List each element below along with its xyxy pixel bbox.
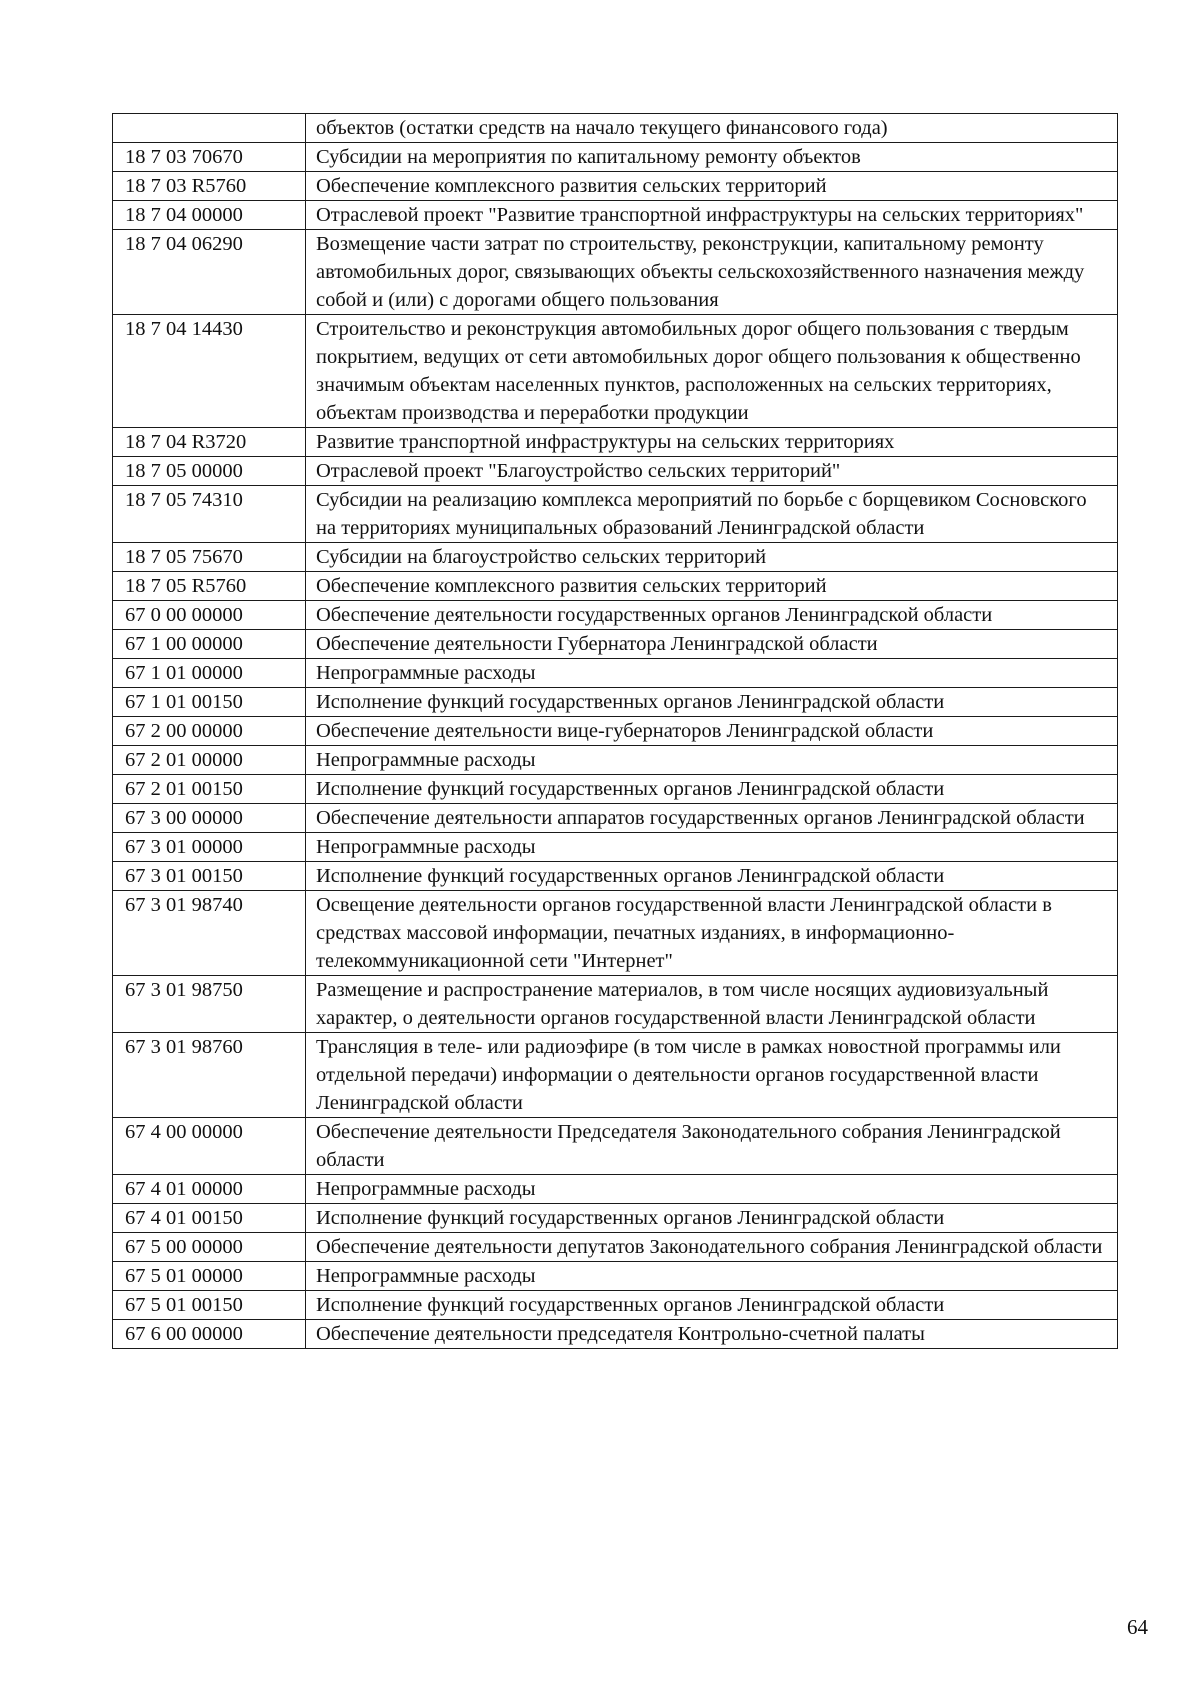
item-description: Исполнение функций государственных органов Ленинградской области bbox=[306, 1204, 1118, 1233]
classification-code: 67 1 01 00150 bbox=[113, 688, 306, 717]
table-row bbox=[113, 833, 1118, 862]
item-description: Обеспечение деятельности вице-губернаторов Ленинградской области bbox=[306, 717, 1118, 746]
item-description: Освещение деятельности органов государственной власти Ленинградской области в средствах массовой информации, печатных изданиях, в информационно-телекоммуникационной сети "Интернет" bbox=[306, 891, 1118, 976]
page-number: 64 bbox=[1127, 1615, 1148, 1639]
item-description: Обеспечение деятельности Губернатора Ленинградской области bbox=[306, 630, 1118, 659]
classification-code: 18 7 04 00000 bbox=[113, 201, 306, 230]
table-row bbox=[113, 114, 1118, 143]
item-description: Непрограммные расходы bbox=[306, 833, 1118, 862]
item-description: Непрограммные расходы bbox=[306, 1175, 1118, 1204]
item-description: Обеспечение деятельности Председателя Законодательного собрания Ленинградской области bbox=[306, 1118, 1118, 1175]
item-description: Размещение и распространение материалов, в том числе носящих аудиовизуальный характер, о деятельности органов государственной власти Ленинградской области bbox=[306, 976, 1118, 1033]
budget-classification-table bbox=[112, 113, 1118, 1349]
item-description: Обеспечение комплексного развития сельских территорий bbox=[306, 572, 1118, 601]
classification-code: 18 7 05 00000 bbox=[113, 457, 306, 486]
item-description: Обеспечение деятельности государственных органов Ленинградской области bbox=[306, 601, 1118, 630]
classification-code: 67 2 01 00000 bbox=[113, 746, 306, 775]
classification-code: 18 7 03 R5760 bbox=[113, 172, 306, 201]
table-row bbox=[113, 746, 1118, 775]
item-description: Непрограммные расходы bbox=[306, 746, 1118, 775]
item-description: Строительство и реконструкция автомобильных дорог общего пользования с твердым покрытием, ведущих от сети автомобильных дорог общего пользования к общественно значимым объектам населенных пунктов, расположенных на сельских территориях, объектам производства и переработки продукции bbox=[306, 315, 1118, 428]
classification-code: 67 6 00 00000 bbox=[113, 1320, 306, 1349]
table-row bbox=[113, 1320, 1118, 1349]
classification-code: 18 7 05 74310 bbox=[113, 486, 306, 543]
item-description: Исполнение функций государственных органов Ленинградской области bbox=[306, 862, 1118, 891]
table-row bbox=[113, 862, 1118, 891]
item-description: Субсидии на благоустройство сельских территорий bbox=[306, 543, 1118, 572]
item-description: Обеспечение комплексного развития сельских территорий bbox=[306, 172, 1118, 201]
classification-code: 67 5 00 00000 bbox=[113, 1233, 306, 1262]
table-row bbox=[113, 172, 1118, 201]
classification-code: 67 2 00 00000 bbox=[113, 717, 306, 746]
table-body bbox=[113, 114, 1118, 1349]
item-description: Возмещение части затрат по строительству, реконструкции, капитальному ремонту автомобильных дорог, связывающих объекты сельскохозяйственного назначения между собой и (или) с дорогами общего пользования bbox=[306, 230, 1118, 315]
classification-code: 18 7 05 R5760 bbox=[113, 572, 306, 601]
classification-code: 67 3 01 00000 bbox=[113, 833, 306, 862]
classification-code: 67 3 01 98750 bbox=[113, 976, 306, 1033]
table-row bbox=[113, 688, 1118, 717]
item-description: Непрограммные расходы bbox=[306, 1262, 1118, 1291]
classification-code: 67 3 01 98740 bbox=[113, 891, 306, 976]
table-row bbox=[113, 143, 1118, 172]
classification-code: 67 1 01 00000 bbox=[113, 659, 306, 688]
item-description: Исполнение функций государственных органов Ленинградской области bbox=[306, 1291, 1118, 1320]
table-row bbox=[113, 230, 1118, 315]
classification-code: 67 2 01 00150 bbox=[113, 775, 306, 804]
classification-code: 67 4 01 00000 bbox=[113, 1175, 306, 1204]
classification-code: 18 7 04 14430 bbox=[113, 315, 306, 428]
table-row bbox=[113, 486, 1118, 543]
classification-code: 18 7 05 75670 bbox=[113, 543, 306, 572]
table-row bbox=[113, 1262, 1118, 1291]
classification-code: 67 4 01 00150 bbox=[113, 1204, 306, 1233]
item-description: Непрограммные расходы bbox=[306, 659, 1118, 688]
table-row bbox=[113, 457, 1118, 486]
classification-code: 67 3 01 98760 bbox=[113, 1033, 306, 1118]
classification-code: 67 5 01 00000 bbox=[113, 1262, 306, 1291]
item-description: Развитие транспортной инфраструктуры на сельских территориях bbox=[306, 428, 1118, 457]
table-row bbox=[113, 891, 1118, 976]
item-description: Обеспечение деятельности аппаратов государственных органов Ленинградской области bbox=[306, 804, 1118, 833]
classification-code bbox=[113, 114, 306, 143]
table-row bbox=[113, 1033, 1118, 1118]
item-description: Трансляция в теле- или радиоэфире (в том числе в рамках новостной программы или отдельной передачи) информации о деятельности органов государственной власти Ленинградской области bbox=[306, 1033, 1118, 1118]
item-description: Обеспечение деятельности председателя Контрольно-счетной палаты bbox=[306, 1320, 1118, 1349]
table-row bbox=[113, 804, 1118, 833]
classification-code: 67 1 00 00000 bbox=[113, 630, 306, 659]
table-row bbox=[113, 315, 1118, 428]
classification-code: 67 4 00 00000 bbox=[113, 1118, 306, 1175]
table-row bbox=[113, 976, 1118, 1033]
table-row bbox=[113, 201, 1118, 230]
table-row bbox=[113, 1291, 1118, 1320]
classification-code: 18 7 04 06290 bbox=[113, 230, 306, 315]
table-row bbox=[113, 1204, 1118, 1233]
item-description: Субсидии на реализацию комплекса мероприятий по борьбе с борщевиком Сосновского на территориях муниципальных образований Ленинградской области bbox=[306, 486, 1118, 543]
item-description: Обеспечение деятельности депутатов Законодательного собрания Ленинградской области bbox=[306, 1233, 1118, 1262]
table-row bbox=[113, 775, 1118, 804]
classification-code: 67 3 00 00000 bbox=[113, 804, 306, 833]
classification-code: 67 0 00 00000 bbox=[113, 601, 306, 630]
classification-code: 67 5 01 00150 bbox=[113, 1291, 306, 1320]
item-description: Отраслевой проект "Благоустройство сельских территорий" bbox=[306, 457, 1118, 486]
table-row bbox=[113, 1118, 1118, 1175]
item-description: объектов (остатки средств на начало текущего финансового года) bbox=[306, 114, 1118, 143]
table-row bbox=[113, 601, 1118, 630]
classification-code: 18 7 03 70670 bbox=[113, 143, 306, 172]
table-row bbox=[113, 659, 1118, 688]
classification-code: 67 3 01 00150 bbox=[113, 862, 306, 891]
table-row bbox=[113, 572, 1118, 601]
table-row bbox=[113, 428, 1118, 457]
classification-code: 18 7 04 R3720 bbox=[113, 428, 306, 457]
table-row bbox=[113, 1233, 1118, 1262]
item-description: Исполнение функций государственных органов Ленинградской области bbox=[306, 688, 1118, 717]
item-description: Отраслевой проект "Развитие транспортной инфраструктуры на сельских территориях" bbox=[306, 201, 1118, 230]
table-row bbox=[113, 543, 1118, 572]
item-description: Исполнение функций государственных органов Ленинградской области bbox=[306, 775, 1118, 804]
item-description: Субсидии на мероприятия по капитальному ремонту объектов bbox=[306, 143, 1118, 172]
table-row bbox=[113, 630, 1118, 659]
table-row bbox=[113, 717, 1118, 746]
table-row bbox=[113, 1175, 1118, 1204]
